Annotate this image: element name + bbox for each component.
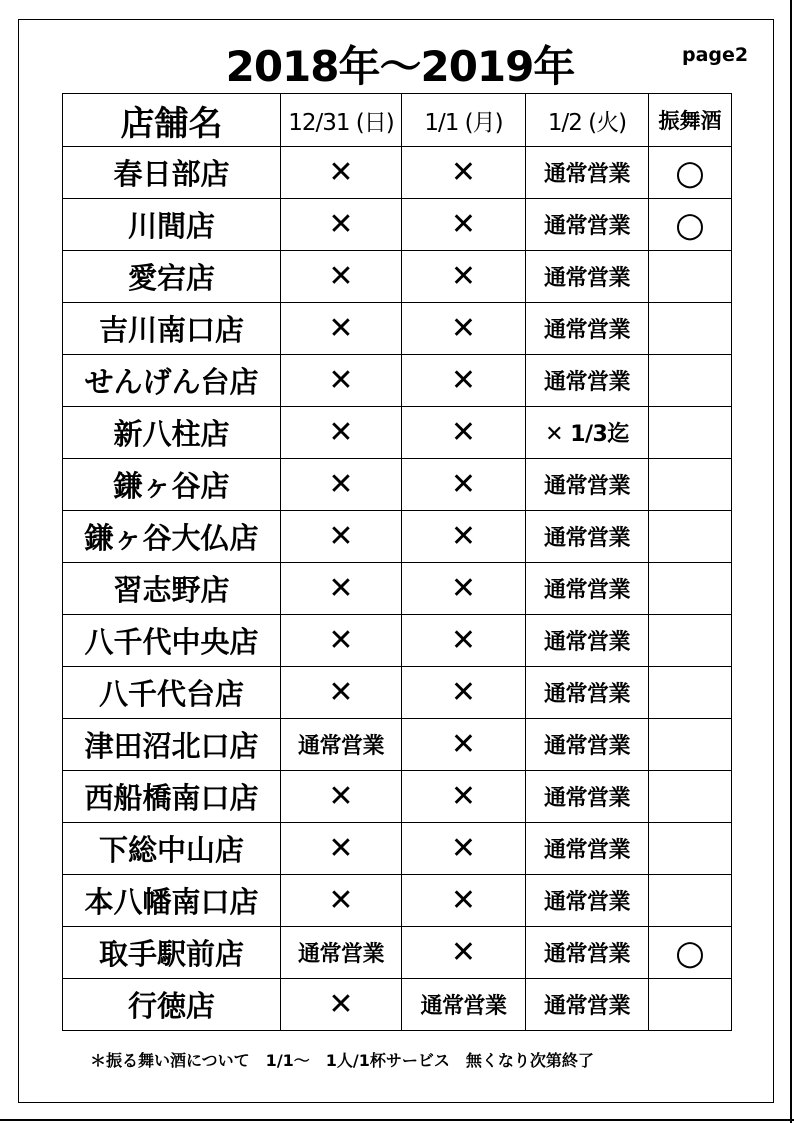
status-jan1: ✕: [402, 355, 526, 407]
status-jan1: ✕: [402, 719, 526, 771]
status-jan1: 通常営業: [402, 979, 526, 1031]
store-name: 八千代台店: [63, 667, 281, 719]
table-row: [63, 147, 732, 199]
table-row: [63, 511, 732, 563]
store-name: 八千代中央店: [63, 615, 281, 667]
status-jan2: 通常営業: [526, 563, 649, 615]
store-name: 行徳店: [63, 979, 281, 1031]
sake-mark: [649, 615, 732, 667]
table-row: [63, 823, 732, 875]
table-row: [63, 303, 732, 355]
table-row: [63, 251, 732, 303]
table-row: [63, 199, 732, 251]
table-row: [63, 563, 732, 615]
outer-border-bottom: [0, 1119, 794, 1121]
status-jan2: 通常営業: [526, 147, 649, 199]
table-row: [63, 459, 732, 511]
status-jan1: ✕: [402, 875, 526, 927]
status-dec31: ✕: [281, 199, 402, 251]
status-dec31: 通常営業: [281, 927, 402, 979]
sake-mark: [649, 771, 732, 823]
status-jan2: 通常営業: [526, 979, 649, 1031]
status-dec31: ✕: [281, 563, 402, 615]
store-name: 鎌ヶ谷大仏店: [63, 511, 281, 563]
sake-mark: [649, 511, 732, 563]
status-jan2: 通常営業: [526, 927, 649, 979]
store-name: 本八幡南口店: [63, 875, 281, 927]
store-name: 川間店: [63, 199, 281, 251]
sake-mark: [649, 875, 732, 927]
store-name: 吉川南口店: [63, 303, 281, 355]
sake-mark: [649, 303, 732, 355]
table-row: [63, 355, 732, 407]
sake-mark: ○: [649, 147, 732, 199]
header-dec31: 12/31 (日): [281, 94, 402, 147]
status-jan1: ✕: [402, 303, 526, 355]
sake-mark: [649, 459, 732, 511]
status-jan2: 通常営業: [526, 355, 649, 407]
table-row: [63, 979, 732, 1031]
status-dec31: ✕: [281, 355, 402, 407]
status-jan2: 通常営業: [526, 823, 649, 875]
sake-mark: [649, 251, 732, 303]
page-title: 2018年～2019年: [225, 42, 575, 91]
status-dec31: ✕: [281, 823, 402, 875]
status-jan1: ✕: [402, 511, 526, 563]
header-jan1: 1/1 (月): [402, 94, 526, 147]
status-jan1: ✕: [402, 199, 526, 251]
sake-mark: [649, 719, 732, 771]
status-jan1: ✕: [402, 563, 526, 615]
status-dec31: ✕: [281, 979, 402, 1031]
sake-mark: [649, 979, 732, 1031]
status-dec31: ✕: [281, 667, 402, 719]
store-name: 習志野店: [63, 563, 281, 615]
status-jan1: ✕: [402, 615, 526, 667]
page-number: page2: [682, 44, 749, 66]
store-name: 下総中山店: [63, 823, 281, 875]
status-jan1: ✕: [402, 251, 526, 303]
status-jan1: ✕: [402, 823, 526, 875]
status-jan2: 通常営業: [526, 667, 649, 719]
status-dec31: ✕: [281, 771, 402, 823]
status-dec31: ✕: [281, 875, 402, 927]
status-jan2: ✕ 1/3迄: [526, 407, 649, 459]
sake-mark: [649, 823, 732, 875]
sake-mark: [649, 563, 732, 615]
status-jan1: ✕: [402, 771, 526, 823]
status-jan1: ✕: [402, 407, 526, 459]
status-jan2: 通常営業: [526, 251, 649, 303]
status-dec31: ✕: [281, 511, 402, 563]
status-jan1: ✕: [402, 667, 526, 719]
table-row: [63, 407, 732, 459]
sake-mark: ○: [649, 199, 732, 251]
status-jan2: 通常営業: [526, 459, 649, 511]
sake-mark: ○: [649, 927, 732, 979]
table-row: [63, 875, 732, 927]
sake-mark: [649, 667, 732, 719]
table-row: [63, 719, 732, 771]
header-row: [63, 94, 732, 147]
store-name: せんげん台店: [63, 355, 281, 407]
status-jan2: 通常営業: [526, 615, 649, 667]
status-jan2: 通常営業: [526, 719, 649, 771]
store-name: 西船橋南口店: [63, 771, 281, 823]
store-name: 春日部店: [63, 147, 281, 199]
header-store: 店舗名: [63, 94, 281, 147]
status-dec31: ✕: [281, 615, 402, 667]
store-name: 津田沼北口店: [63, 719, 281, 771]
status-jan1: ✕: [402, 927, 526, 979]
header-jan2: 1/2 (火): [526, 94, 649, 147]
status-jan2: 通常営業: [526, 511, 649, 563]
status-jan2: 通常営業: [526, 303, 649, 355]
table-row: [63, 615, 732, 667]
status-jan2: 通常営業: [526, 199, 649, 251]
footnote: ＊振る舞い酒について 1/1～ 1人/1杯サービス 無くなり次第終了: [90, 1051, 594, 1070]
store-name: 愛宕店: [63, 251, 281, 303]
table-row: [63, 667, 732, 719]
sake-mark: [649, 407, 732, 459]
store-name: 新八柱店: [63, 407, 281, 459]
store-name: 鎌ヶ谷店: [63, 459, 281, 511]
sake-mark: [649, 355, 732, 407]
store-name: 取手駅前店: [63, 927, 281, 979]
status-jan1: ✕: [402, 459, 526, 511]
status-dec31: ✕: [281, 251, 402, 303]
status-jan2: 通常営業: [526, 875, 649, 927]
table-row: [63, 771, 732, 823]
status-dec31: ✕: [281, 407, 402, 459]
holiday-schedule-table: [62, 93, 732, 1031]
table-row: [63, 927, 732, 979]
status-jan1: ✕: [402, 147, 526, 199]
status-dec31: ✕: [281, 459, 402, 511]
outer-border-right: [790, 0, 792, 1123]
status-dec31: ✕: [281, 147, 402, 199]
status-jan2: 通常営業: [526, 771, 649, 823]
header-sake: 振舞酒: [649, 94, 732, 147]
status-dec31: 通常営業: [281, 719, 402, 771]
status-dec31: ✕: [281, 303, 402, 355]
